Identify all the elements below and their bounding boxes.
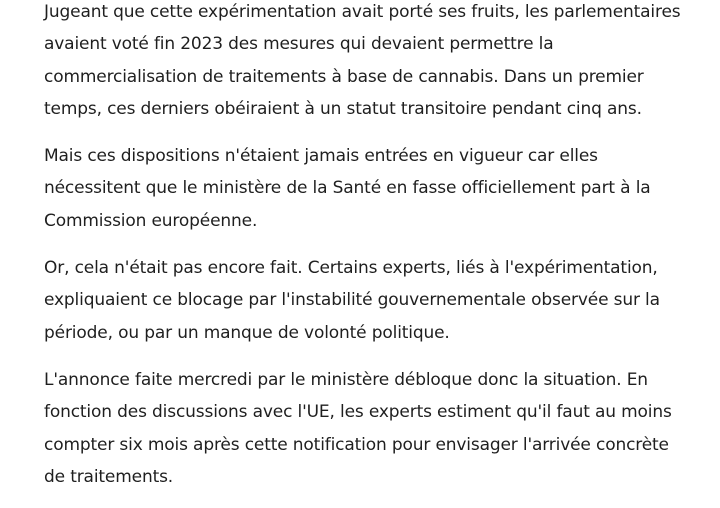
- article-paragraph-3: Or, cela n'était pas encore fait. Certains experts, liés à l'expérimentation, expliquaient ce blocage par l'instabilité gouvernementale observée sur la période, ou par un manque de volonté politique.: [44, 258, 660, 343]
- article-body: [44, 0, 694, 508]
- article-paragraph-2: Mais ces dispositions n'étaient jamais entrées en vigueur car elles nécessitent que le ministère de la Santé en fasse officiellement part à la Commission européenne.: [44, 146, 651, 231]
- article-paragraph-4: L'annonce faite mercredi par le ministère débloque donc la situation. En fonction des discussions avec l'UE, les experts estiment qu'il faut au moins compter six mois après cette notification pour envisager l'arrivée concrète de traitements.: [44, 369, 672, 487]
- article-paragraph-1: Jugeant que cette expérimentation avait porté ses fruits, les parlementaires avaient voté fin 2023 des mesures qui devaient permettre la commercialisation de traitements à base de cannabis. Dans un premier temps, ces derniers obéiraient à un statut transitoire pendant cinq ans.: [44, 2, 681, 119]
